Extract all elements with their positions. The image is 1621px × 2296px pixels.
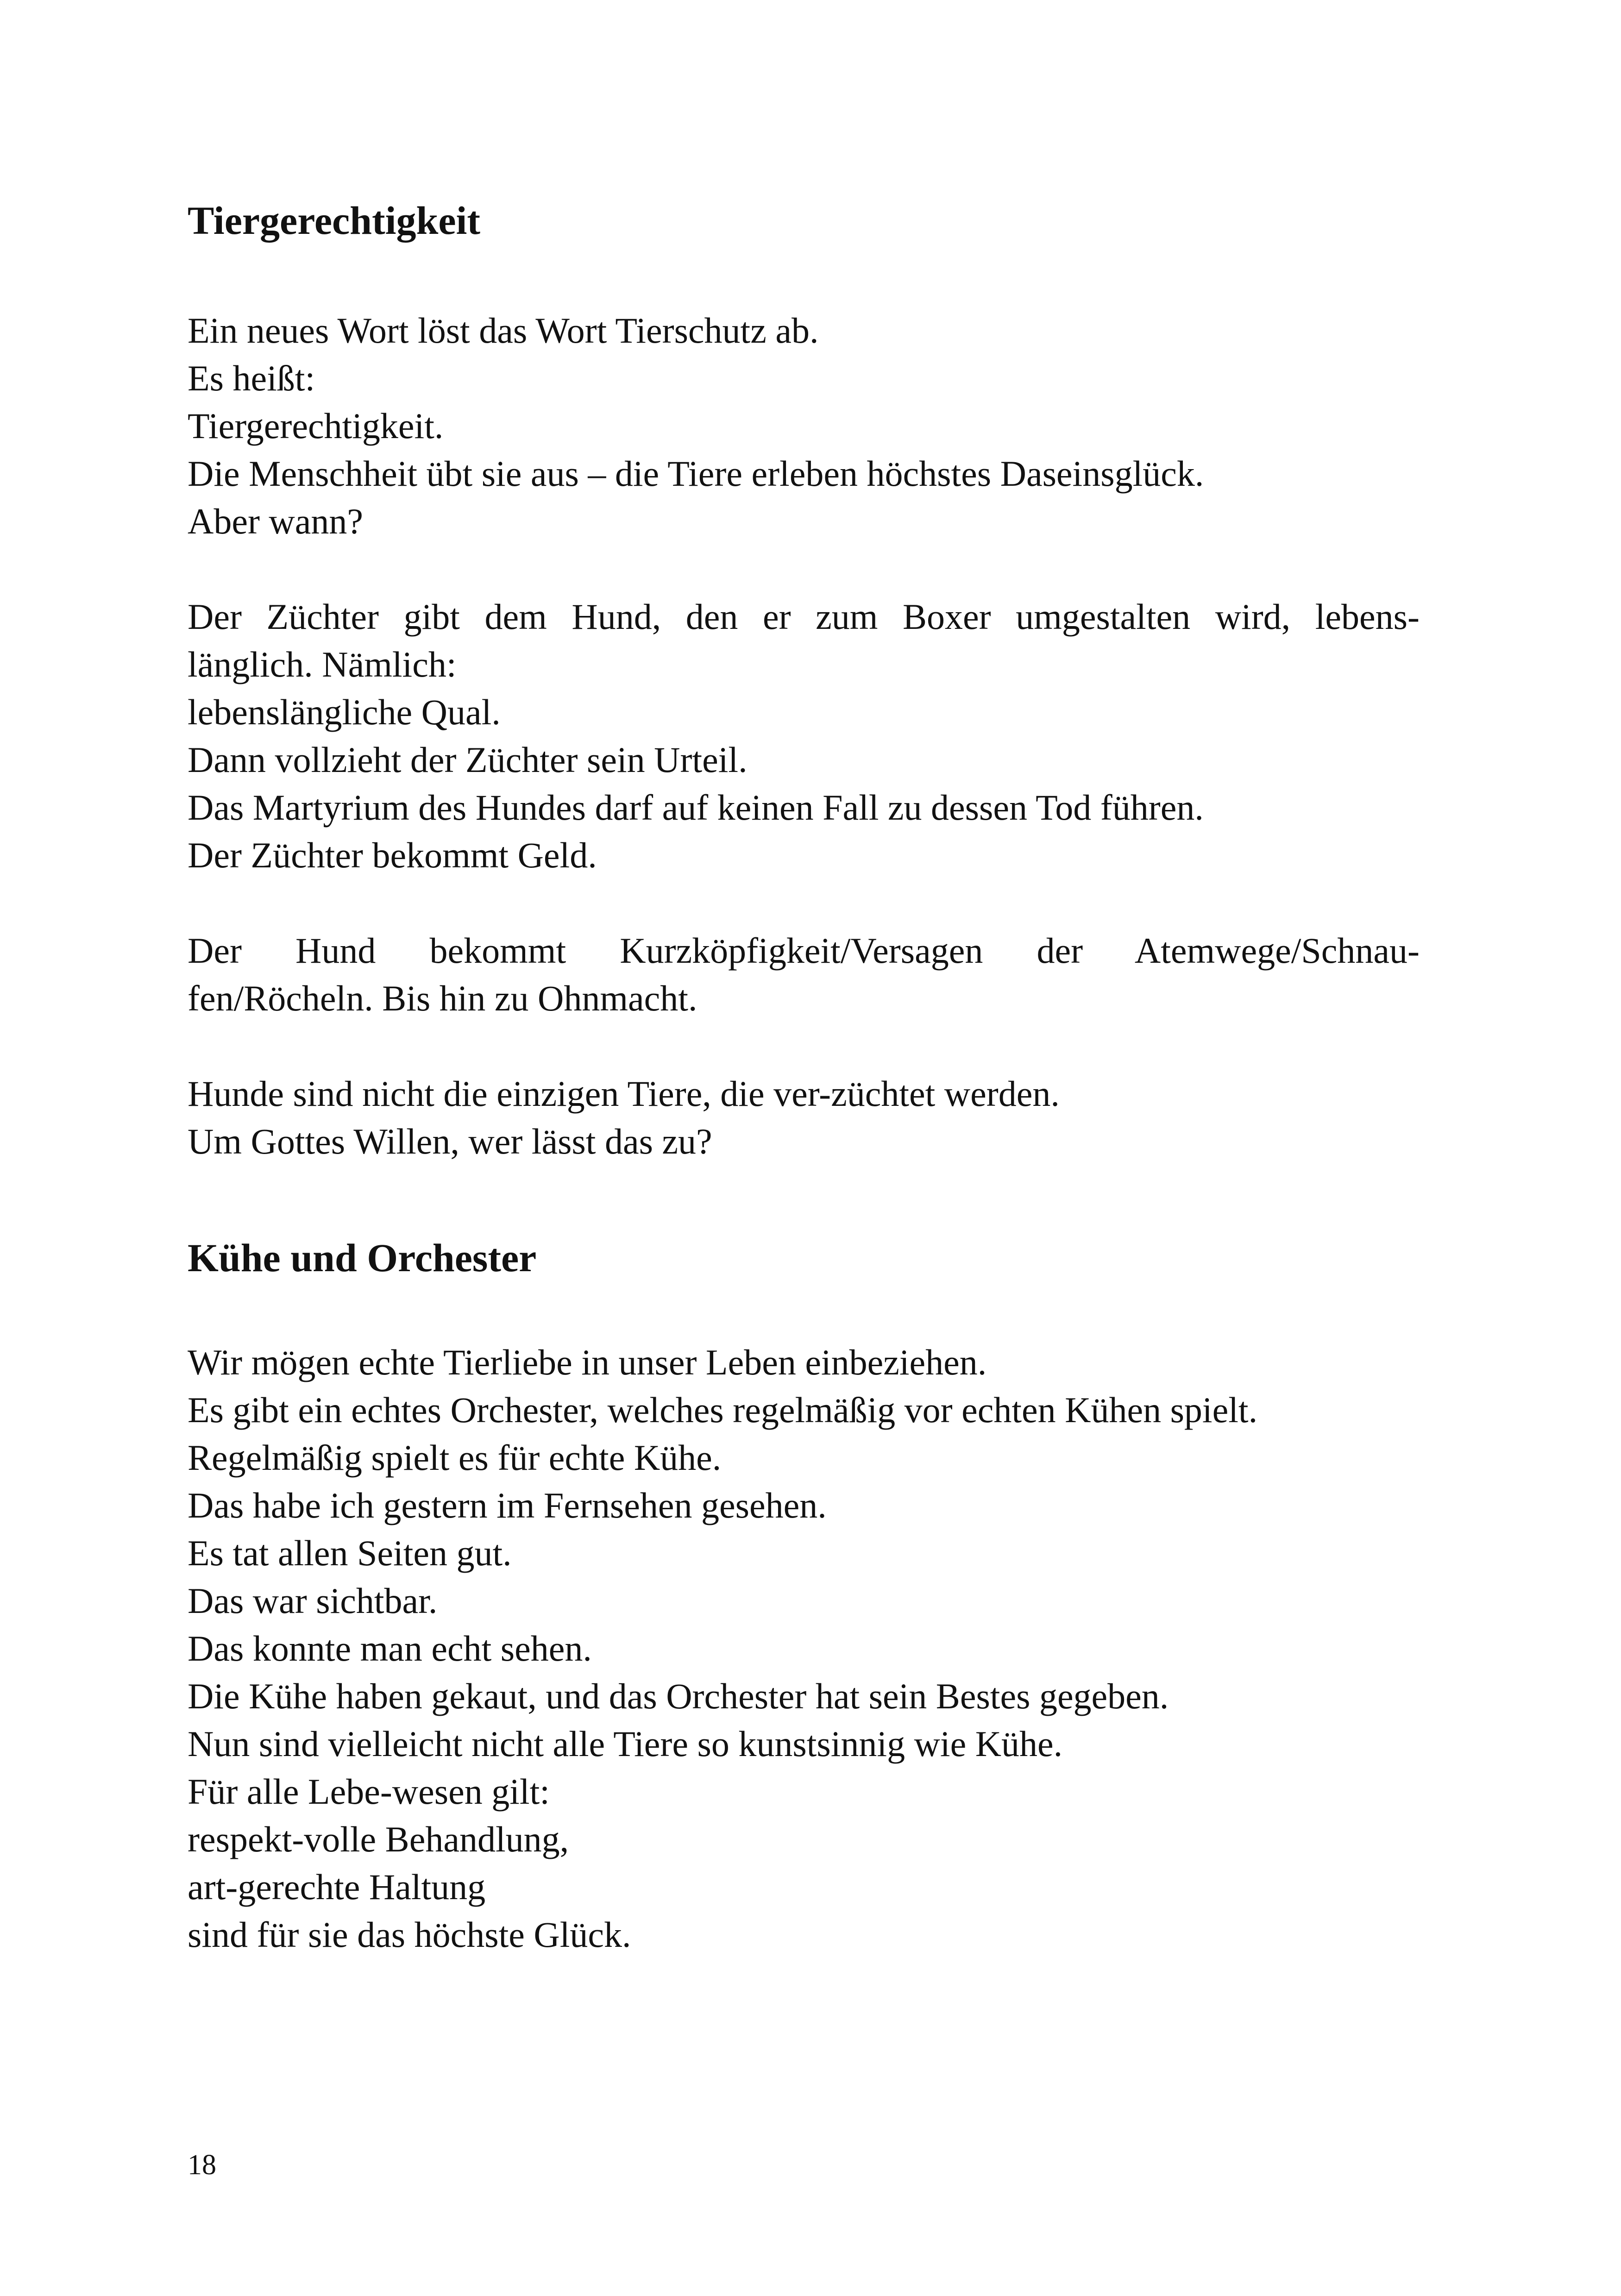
- text-line: Das Martyrium des Hundes darf auf keinen Fall zu dessen Tod führen.: [188, 787, 1204, 828]
- text-line: Das war sichtbar.: [188, 1581, 438, 1621]
- text-line: Es gibt ein echtes Orchester, welches regelmäßig vor echten Kühen spielt.: [188, 1390, 1258, 1430]
- text-line: Das konnte man echt sehen.: [188, 1628, 592, 1669]
- text-line: Es tat allen Seiten gut.: [188, 1533, 512, 1573]
- text-line: Aber wann?: [188, 501, 363, 541]
- section-tiergerechtigkeit: [188, 194, 1420, 1165]
- text-line: Um Gottes Willen, wer lässt das zu?: [188, 1121, 712, 1161]
- paragraph: [188, 1338, 1420, 1958]
- text-line: respekt-volle Behandlung,: [188, 1819, 569, 1859]
- section-title: Kühe und Orchester: [188, 1236, 537, 1280]
- text-line: Der Züchter gibt dem Hund, den er zum Boxer umgestalten wird, lebens-: [188, 596, 1420, 637]
- paragraph: [188, 927, 1420, 1022]
- text-line: Der Züchter bekommt Geld.: [188, 835, 597, 875]
- text-line: Dann vollzieht der Züchter sein Urteil.: [188, 740, 748, 780]
- text-line: Die Kühe haben gekaut, und das Orchester hat sein Bestes gegeben.: [188, 1676, 1169, 1716]
- text-line: Es heißt:: [188, 358, 315, 398]
- text-line: länglich. Nämlich:: [188, 644, 457, 684]
- text-line: Tiergerechtigkeit.: [188, 406, 444, 446]
- section-kuehe-und-orchester: [188, 1232, 1420, 1958]
- text-line: Regelmäßig spielt es für echte Kühe.: [188, 1437, 722, 1478]
- paragraph: [188, 307, 1420, 545]
- section-title: Tiergerechtigkeit: [188, 198, 481, 243]
- text-line: fen/Röcheln. Bis hin zu Ohnmacht.: [188, 978, 697, 1018]
- text-line: Nun sind vielleicht nicht alle Tiere so kunstsinnig wie Kühe.: [188, 1724, 1063, 1764]
- text-line: Für alle Lebe-wesen gilt:: [188, 1771, 550, 1812]
- paragraph: [188, 1070, 1420, 1165]
- text-line: Hunde sind nicht die einzigen Tiere, die ver-züchtet werden.: [188, 1073, 1060, 1114]
- text-line: lebenslängliche Qual.: [188, 692, 501, 732]
- text-line: sind für sie das höchste Glück.: [188, 1914, 631, 1955]
- text-line: Der Hund bekommt Kurzköpfigkeit/Versagen der Atemwege/Schnau-: [188, 930, 1420, 971]
- page-number: 18: [188, 2149, 216, 2181]
- text-line: Das habe ich gestern im Fernsehen gesehen.: [188, 1485, 827, 1525]
- text-line: Ein neues Wort löst das Wort Tierschutz ab.: [188, 310, 819, 351]
- text-line: Wir mögen echte Tierliebe in unser Leben einbeziehen.: [188, 1342, 987, 1382]
- paragraph: [188, 593, 1420, 879]
- text-line: art-gerechte Haltung: [188, 1867, 486, 1907]
- text-line: Die Menschheit übt sie aus – die Tiere erleben höchstes Daseinsglück.: [188, 453, 1204, 494]
